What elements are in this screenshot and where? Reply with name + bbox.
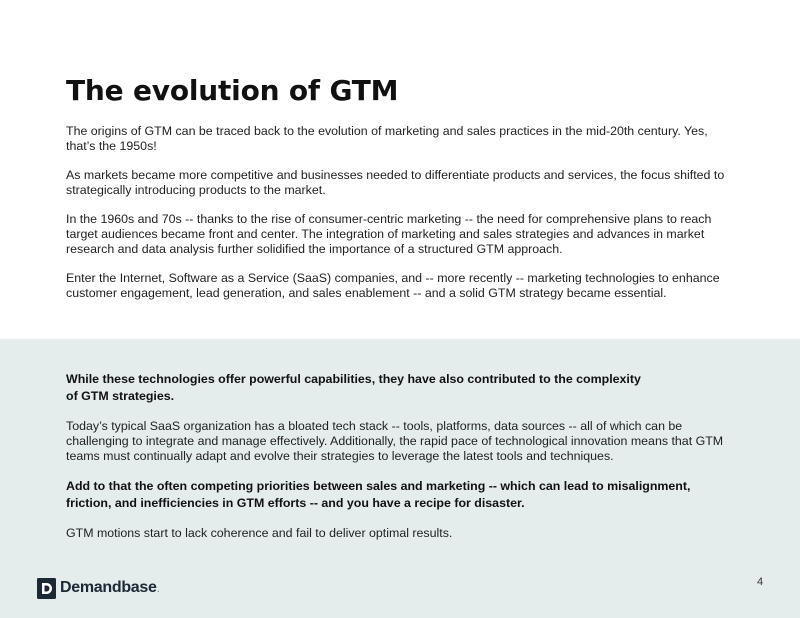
intro-paragraph: The origins of GTM can be traced back to the evolution of marketing and sales practices in the mid-20th century. Yes, that’s the 1950s!	[66, 124, 708, 153]
page-number: 4	[756, 576, 764, 588]
callout-paragraph: Today’s typical SaaS organization has a bloated tech stack -- tools, platforms, data sources -- all of which can be challenging to integrate and manage effectively. Additionally, the rapid pace of technological innovation means that GTM teams must continually adapt and evolve their strategies to leverage the latest tools and techniques.	[66, 419, 724, 463]
callout-text	[66, 371, 734, 555]
callout-paragraph: GTM motions start to lack coherence and fail to deliver optimal results.	[66, 526, 453, 540]
page-title: The evolution of GTM	[66, 74, 399, 107]
callout-bold-statement: While these technologies offer powerful capabilities, they have also contributed to the complexity of GTM strategies.	[66, 372, 641, 403]
intro-paragraph: In the 1960s and 70s -- thanks to the rise of consumer-centric marketing -- the need for comprehensive plans to reach target audiences became front and center. The integration of marketing and sales strategies and advances in market research and data analysis further solidified the importance of a structured GTM approach.	[66, 212, 712, 256]
callout-bold-statement: Add to that the often competing priorities between sales and marketing -- which can lead to misalignment, friction, and inefficiencies in GTM efforts -- and you have a recipe for disaster.	[66, 479, 691, 510]
logo-dot: .	[156, 581, 160, 595]
logo-wordmark: Demandbase	[60, 579, 157, 596]
intro-paragraph: Enter the Internet, Software as a Service (SaaS) companies, and -- more recently -- marketing technologies to enhance customer engagement, lead generation, and sales enablement -- and a solid GTM strategy became essential.	[66, 271, 720, 300]
demandbase-logo	[37, 577, 160, 599]
intro-paragraph: As markets became more competitive and businesses needed to differentiate products and services, the focus shifted to strategically introducing products to the market.	[66, 168, 725, 197]
intro-text	[66, 124, 734, 315]
demandbase-logo-icon	[37, 578, 56, 599]
